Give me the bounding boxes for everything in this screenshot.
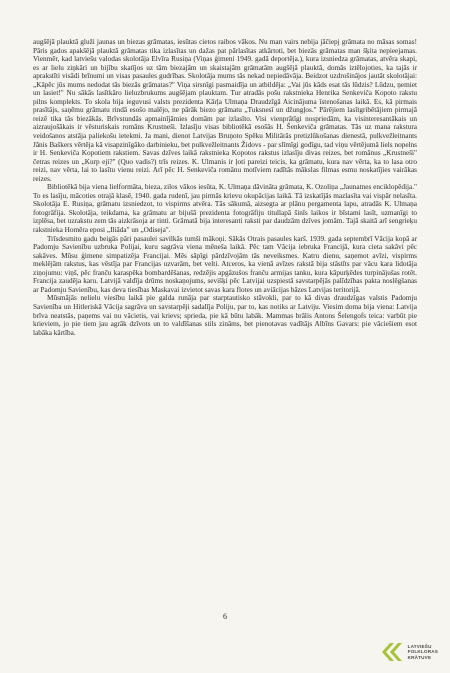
paragraph: Trīsdesmito gadu beigās pāri pasaulei savilkās tumši mākoņi. Sākās Otrais pasaules karš. 1939. gada septembrī Vācija kopā ar Padomju Savienību uzbruka Polijai, kuru sagrāva viena mēneša laikā. Pēc tam Vācija iebruka Francijā, kura cieta sakāvi pēc sakāves. Mūsu ģimene simpatizēja Francijai. Mēs sāpīgi pārdzīvojām tās neveiksmes. Katru dienu, saņemot avīzi, vispirms meklējām rakstus, kas vēstīja par Francijas uzvarām, bet velti. Atceros, ka vienā avīzes rakstā bija stāstīts par vācu kara lidotāja ziņojumu: viņš, pēc franču karaspēka bombardēšanas, redzējis apgāzušos franču armijas tanku, kura kāpurķēdes turpinājušas rotēt. Francija zaudēja karu. Latvijā valdīja drūms noskaņojums, sevišķi pēc Latvijai uzspiestā savstarpējās palīdzības pakta noslēgšanas ar Padomju Savienību, kas deva tiesības Maskavai izvietot savas kara flotes un aviācijas bāzes Latvijas teritorijā. — [33, 234, 417, 294]
paragraph: Mūsmājās nelielu viesību laikā pie galda runāja par starptautisko stāvokli, par to kā divas draudzīgas valstis Padomju Savienība un Hitleriskā Vācija sagrāva un savstarpēji sadalīja Poliju, par to, kas notiks ar Latviju. Viesim doma bija viena: Latvija brīva neatstās, paņems vai nu vācietis, vai krievs; sprieda, pie kā būtu labāk. Mammas brālis Antons Šelengofs teica: varbūt pie krieviem, jo pie tiem jau agrāk dzīvots un to valdīšanas stils zināms, bet pienotavas vadītājs Albīns Gavars: pie vāciešiem esot labāka kārtība. — [33, 294, 417, 337]
page-number: 6 — [223, 612, 227, 621]
paragraph: augšējā plauktā gluži jaunas un biezas grāmatas, iesūtas cietos raibos vākos. Nu man vairs nebija jāčiepj grāmata no māsas somas! Pāris gados apakšējā plauktā grāmatas tika izlasītas un dažas pat pārlasītas atkārtoti, bet biezās grāmatas man šķita nepieejamas. Vienmēr, kad latviešu valodas skolotāja Elvīra Rusiņa (Viņas ģimeni 1949. gadā deportēja.), kura izsniedza grāmatas, atvēra skapi, es ar lielu ziņkāri un bijību skatījos uz tām biezajām un skaistajām grāmatām augšējā plauktā, domās iztēlojoties, ka tajās ir aprakstīti visādi brīnumi un visas pasaules gudrības. Skolotāja mums tās nekad nepiedāvāja. Beidzot uzdrošinājos jautāt skolotājai: „Kāpēc jūs mums nedodat tās biezās grāmatas?" Viņa sirsnīgi pasmaidīja un atbildēja: „Vai jūs kāds esat tās lūdzis? Lūdzu, ņemiet un lasiet!" Nu sākās lasītkāro lieluzbrukums augšējam plauktam. Tur atradās pošu rakstnieka Henrika Senkeviča Kopoto rakstu pilns komplekts. To skola bija ieguvusi valsts prezidenta Kārļa Ulmaņa Draudzīgā Aicinājuma īstenošanas laikā. Es, kā pirmais prasītājs, saņēmu grāmatu rindā esošo malējo, ne pārāk biezo grāmatu „Tuksnesī un džungļos." Pārējiem lasītgribētājiem pirmajā reizē tika tās biezākās. Brīvstundās apmainījāmies domām par izlasīto. Visi vienprātīgi nospriedām, ka visinteresantākais un aizraujošākais ir vēsturiskais romāns Krustneši. Izlasīju visas bibliotēkā esošās H. Šenkeviča grāmatas. Tās uz mana rakstura veidošanos atstāja paliekošu ietekmi. Ja mani, dienot Latvijas Bruņoto Spēku Militārās pretizlūkošanas dienestā, pulkvežleitnants Jānis Baškers vērtēja kā visapzinīgāko darbinieku, bet pulkvežleitnants Židovs - par slīmīgi godīgu, tad viņu vērtējumā liels nopelns ir H. Senkeviča Kopotiem rakstiem. Savas dzīves laikā rakstnieka Kopotos rakstus izlasīju divas reizes, bet romānus „Krustneši" četras reizes un „Kurp eji?" (Quo vadis?) trīs reizes. K. Ulmanis ir ļoti pareizi teicis, ka grāmatu, kura nav vērta, ka to lasa otro reizi, nav vērta, lai to lasītu vienu reizi. Arī pēc H. Senkeviča romānu motīviem radītās mākslas filmas esmu noskatījies vairākas reizes. — [33, 38, 417, 183]
body-text — [33, 38, 417, 337]
paragraph: Bibliotēkā bija viena lielformāta, bieza, zilos vākos iesūta, K. Ulmaņa dāvināta grāmata, K. Ozoliņa „Jaunatnes enciklopēdija." To es lasīju, mācoties otrajā klasē, 1940. gada rudenī, jau pirmās krievu okupācijas laikā. Tā izskatījās mazlasīta vai vispār nelasīta. Skolotāja E. Rusiņa, grāmatu izsniedzot, to vispirms atvēra. Tās sākumā, aizsegta ar plānu pergamenta lapu, atradās K. Ulmaņa fotogrāfija. Skolotāja, teikdama, ka grāmatu ar bijušā prezidenta fotogrāfiju titullapā šinīs laikos ir bīstami lasīt, uzmanīgi to izplēsa, bet uzrakstu zem tās aizkrāsoja ar tinti. Grāmatā bija interesanti raksti par daudzām dzīves jomām. Tajā skaitā arī sengrieķu rakstnieka Homēra eposi „Iliāda" un „Odiseja". — [33, 183, 417, 235]
archive-logo — [380, 641, 438, 663]
archive-logo-text: LATVIEŠU FOLKLORAS KRĀTUVE — [407, 644, 438, 660]
archive-logo-icon — [380, 641, 406, 663]
